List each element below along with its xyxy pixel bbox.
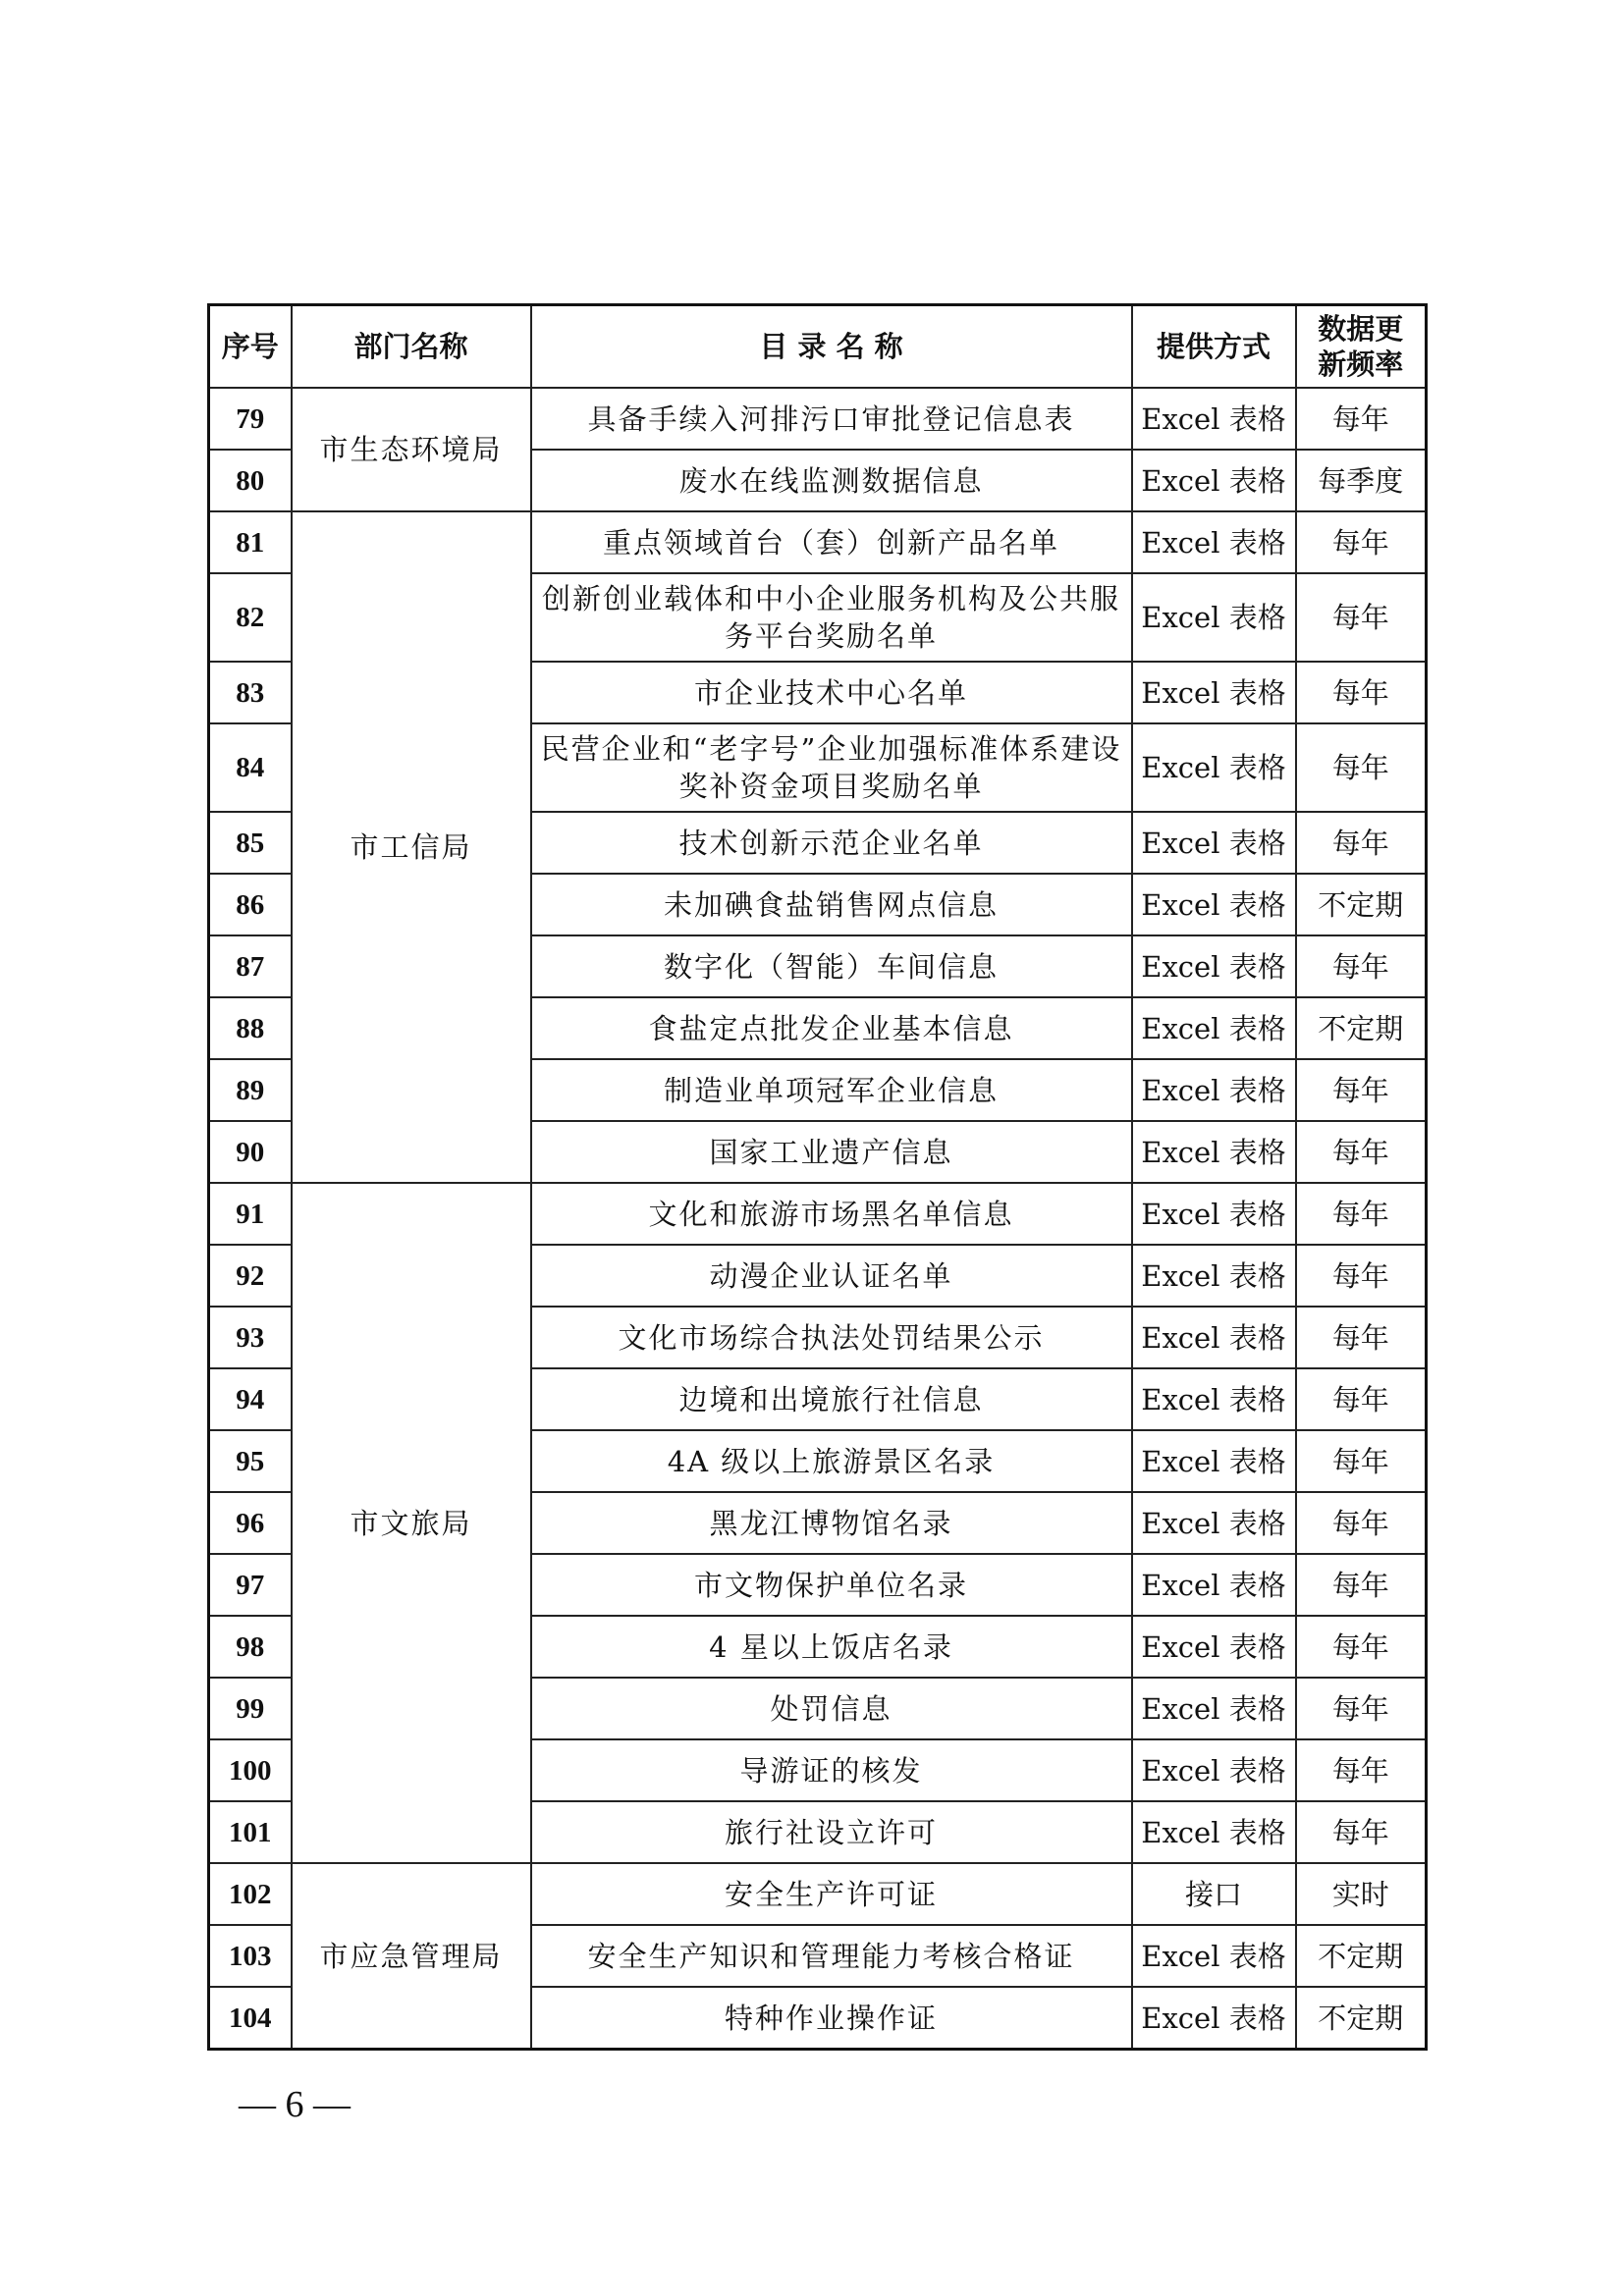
cell-method: Excel 表格 [1132, 1307, 1296, 1368]
page-number: — 6 — [239, 2084, 351, 2125]
table-row [209, 388, 1427, 450]
cell-frequency: 不定期 [1296, 1925, 1427, 1987]
cell-dept: 市应急管理局 [292, 1863, 531, 2050]
cell-method: Excel 表格 [1132, 723, 1296, 812]
cell-catalog-name: 民营企业和“老字号”企业加强标准体系建设奖补资金项目奖励名单 [531, 723, 1132, 812]
cell-frequency: 每年 [1296, 723, 1427, 812]
cell-seq: 79 [209, 388, 292, 450]
cell-method: Excel 表格 [1132, 511, 1296, 573]
cell-seq: 84 [209, 723, 292, 812]
catalog-body [209, 388, 1427, 2050]
cell-method: Excel 表格 [1132, 573, 1296, 662]
cell-catalog-name: 4A 级以上旅游景区名录 [531, 1430, 1132, 1492]
cell-method: Excel 表格 [1132, 874, 1296, 935]
cell-method: Excel 表格 [1132, 1554, 1296, 1616]
cell-method: Excel 表格 [1132, 1987, 1296, 2050]
header-freq-line2: 新频率 [1318, 347, 1404, 381]
cell-frequency: 每年 [1296, 1245, 1427, 1307]
cell-catalog-name: 食盐定点批发企业基本信息 [531, 997, 1132, 1059]
cell-catalog-name: 安全生产知识和管理能力考核合格证 [531, 1925, 1132, 1987]
header-name: 目 录 名 称 [531, 305, 1132, 389]
cell-method: Excel 表格 [1132, 1183, 1296, 1245]
cell-seq: 81 [209, 511, 292, 573]
cell-method: Excel 表格 [1132, 450, 1296, 511]
cell-seq: 80 [209, 450, 292, 511]
cell-frequency: 每年 [1296, 388, 1427, 450]
cell-frequency: 每季度 [1296, 450, 1427, 511]
cell-catalog-name: 处罚信息 [531, 1678, 1132, 1739]
cell-seq: 93 [209, 1307, 292, 1368]
cell-catalog-name: 4 星以上饭店名录 [531, 1616, 1132, 1678]
cell-seq: 104 [209, 1987, 292, 2050]
cell-frequency: 每年 [1296, 812, 1427, 874]
cell-seq: 85 [209, 812, 292, 874]
cell-catalog-name: 未加碘食盐销售网点信息 [531, 874, 1132, 935]
cell-catalog-name: 数字化（智能）车间信息 [531, 935, 1132, 997]
cell-catalog-name: 创新创业载体和中小企业服务机构及公共服务平台奖励名单 [531, 573, 1132, 662]
cell-method: Excel 表格 [1132, 1368, 1296, 1430]
cell-seq: 88 [209, 997, 292, 1059]
cell-frequency: 每年 [1296, 1368, 1427, 1430]
catalog-table [207, 303, 1428, 2051]
cell-method: Excel 表格 [1132, 997, 1296, 1059]
header-freq-line1: 数据更 [1318, 312, 1404, 346]
cell-catalog-name: 旅行社设立许可 [531, 1801, 1132, 1863]
cell-frequency: 每年 [1296, 1183, 1427, 1245]
cell-method: Excel 表格 [1132, 1801, 1296, 1863]
cell-frequency: 每年 [1296, 662, 1427, 723]
cell-frequency: 不定期 [1296, 1987, 1427, 2050]
cell-frequency: 不定期 [1296, 997, 1427, 1059]
cell-method: 接口 [1132, 1863, 1296, 1925]
cell-method: Excel 表格 [1132, 1492, 1296, 1554]
cell-frequency: 每年 [1296, 1059, 1427, 1121]
cell-seq: 87 [209, 935, 292, 997]
cell-frequency: 每年 [1296, 511, 1427, 573]
cell-method: Excel 表格 [1132, 662, 1296, 723]
cell-method: Excel 表格 [1132, 388, 1296, 450]
header-method: 提供方式 [1132, 305, 1296, 389]
cell-frequency: 每年 [1296, 1554, 1427, 1616]
cell-method: Excel 表格 [1132, 1616, 1296, 1678]
cell-seq: 99 [209, 1678, 292, 1739]
cell-frequency: 每年 [1296, 1801, 1427, 1863]
cell-seq: 100 [209, 1739, 292, 1801]
cell-catalog-name: 市企业技术中心名单 [531, 662, 1132, 723]
cell-seq: 89 [209, 1059, 292, 1121]
cell-catalog-name: 废水在线监测数据信息 [531, 450, 1132, 511]
cell-catalog-name: 重点领域首台（套）创新产品名单 [531, 511, 1132, 573]
cell-method: Excel 表格 [1132, 1739, 1296, 1801]
table-row [209, 511, 1427, 573]
cell-catalog-name: 文化和旅游市场黑名单信息 [531, 1183, 1132, 1245]
cell-seq: 97 [209, 1554, 292, 1616]
cell-frequency: 每年 [1296, 1121, 1427, 1183]
cell-catalog-name: 技术创新示范企业名单 [531, 812, 1132, 874]
cell-frequency: 每年 [1296, 573, 1427, 662]
cell-catalog-name: 文化市场综合执法处罚结果公示 [531, 1307, 1132, 1368]
cell-seq: 90 [209, 1121, 292, 1183]
cell-seq: 91 [209, 1183, 292, 1245]
table-row [209, 1863, 1427, 1925]
cell-catalog-name: 黑龙江博物馆名录 [531, 1492, 1132, 1554]
cell-seq: 95 [209, 1430, 292, 1492]
cell-seq: 83 [209, 662, 292, 723]
cell-seq: 94 [209, 1368, 292, 1430]
cell-catalog-name: 制造业单项冠军企业信息 [531, 1059, 1132, 1121]
header-row [209, 305, 1427, 389]
cell-dept: 市文旅局 [292, 1183, 531, 1863]
cell-frequency: 每年 [1296, 1430, 1427, 1492]
cell-seq: 101 [209, 1801, 292, 1863]
cell-seq: 98 [209, 1616, 292, 1678]
cell-catalog-name: 特种作业操作证 [531, 1987, 1132, 2050]
header-freq [1296, 305, 1427, 389]
table-row [209, 1183, 1427, 1245]
cell-frequency: 每年 [1296, 935, 1427, 997]
header-seq: 序号 [209, 305, 292, 389]
cell-frequency: 每年 [1296, 1492, 1427, 1554]
cell-frequency: 每年 [1296, 1307, 1427, 1368]
cell-method: Excel 表格 [1132, 1245, 1296, 1307]
cell-catalog-name: 市文物保护单位名录 [531, 1554, 1132, 1616]
cell-seq: 86 [209, 874, 292, 935]
cell-catalog-name: 动漫企业认证名单 [531, 1245, 1132, 1307]
cell-method: Excel 表格 [1132, 935, 1296, 997]
cell-method: Excel 表格 [1132, 1678, 1296, 1739]
cell-catalog-name: 国家工业遗产信息 [531, 1121, 1132, 1183]
cell-seq: 103 [209, 1925, 292, 1987]
cell-frequency: 不定期 [1296, 874, 1427, 935]
cell-method: Excel 表格 [1132, 1121, 1296, 1183]
cell-dept: 市工信局 [292, 511, 531, 1183]
cell-catalog-name: 边境和出境旅行社信息 [531, 1368, 1132, 1430]
cell-seq: 82 [209, 573, 292, 662]
cell-frequency: 每年 [1296, 1678, 1427, 1739]
cell-frequency: 每年 [1296, 1739, 1427, 1801]
cell-dept: 市生态环境局 [292, 388, 531, 511]
cell-method: Excel 表格 [1132, 1059, 1296, 1121]
header-dept: 部门名称 [292, 305, 531, 389]
cell-seq: 102 [209, 1863, 292, 1925]
cell-catalog-name: 具备手续入河排污口审批登记信息表 [531, 388, 1132, 450]
cell-method: Excel 表格 [1132, 1925, 1296, 1987]
cell-catalog-name: 安全生产许可证 [531, 1863, 1132, 1925]
cell-seq: 96 [209, 1492, 292, 1554]
cell-method: Excel 表格 [1132, 812, 1296, 874]
cell-method: Excel 表格 [1132, 1430, 1296, 1492]
cell-frequency: 每年 [1296, 1616, 1427, 1678]
cell-catalog-name: 导游证的核发 [531, 1739, 1132, 1801]
cell-frequency: 实时 [1296, 1863, 1427, 1925]
cell-seq: 92 [209, 1245, 292, 1307]
